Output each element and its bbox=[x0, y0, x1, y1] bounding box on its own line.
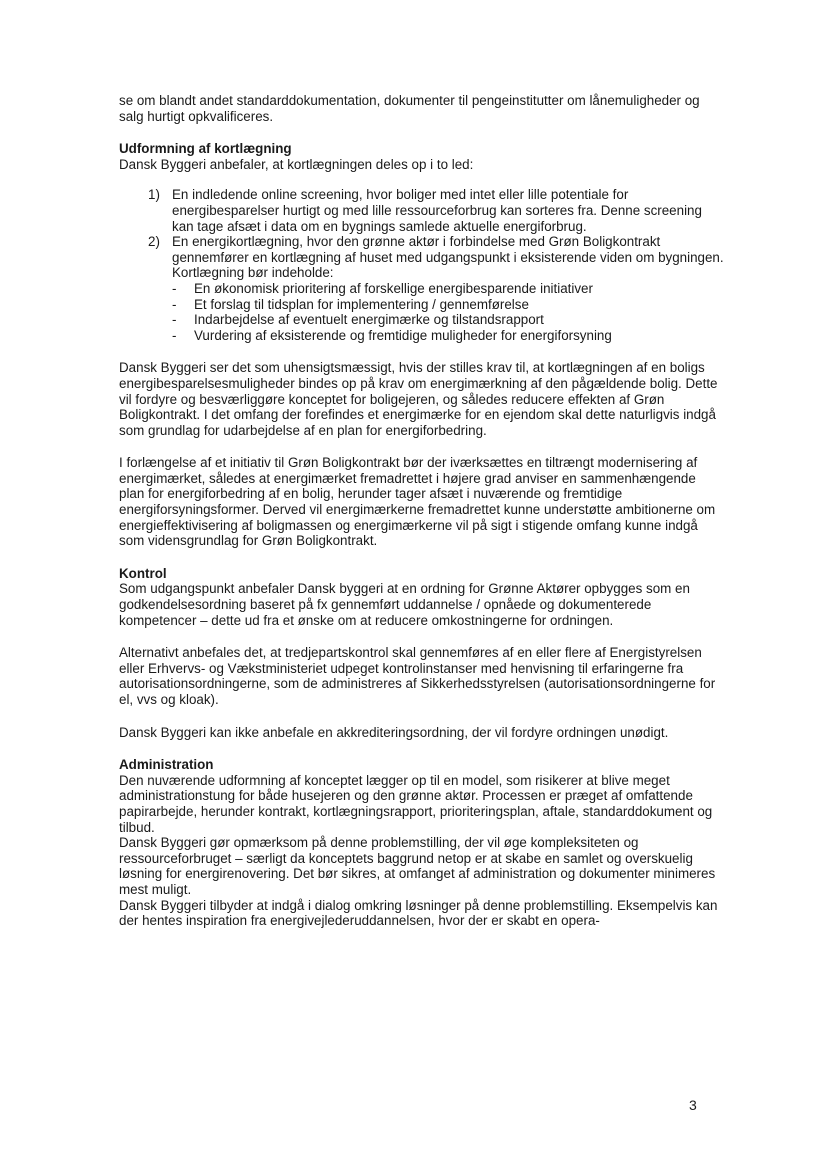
bullet-item: - Et forslag til tidsplan for implementering / gennemførelse bbox=[172, 297, 724, 313]
bullet-item: - Vurdering af eksisterende og fremtidige muligheder for energiforsyning bbox=[172, 328, 724, 344]
paragraph: Dansk Byggeri tilbyder at indgå i dialog omkring løsninger på denne problemstilling. Eksempelvis kan der hentes inspiration fra energivejlederuddannelsen, hvor der er skabt en opera- bbox=[119, 897, 718, 929]
list-number: 2) bbox=[148, 234, 160, 250]
paragraph: Som udgangspunkt anbefaler Dansk byggeri at en ordning for Grønne Aktører opbygges som en godkendelsesordning baseret på fx gennemført uddannelse / opnåede og dokumenterede kompetencer – dette ud fra et ønske om at reducere omkostningerne for ordningen. bbox=[119, 581, 690, 628]
paragraph: Dansk Byggeri kan ikke anbefale en akkrediteringsordning, der vil fordyre ordningen unødigt. bbox=[119, 724, 669, 740]
list-number: 1) bbox=[148, 187, 160, 203]
paragraph: Dansk Byggeri ser det som uhensigtsmæssigt, hvis der stilles krav til, at kortlægningen af en boligs energibesparelsesmuligheder bindes op på krav om energimærkning af den pågældende bolig. Dette vil fordyre og besværliggøre konceptet for boligejeren, og således reducere effekten af Grøn Boligkontrakt. I det omfang der forefindes et energimærke for en ejendom skal dette naturligvis indgå som grundlag for udarbejdelse af en plan for energiforbedring. bbox=[119, 360, 718, 438]
document-body bbox=[119, 93, 724, 929]
list-item bbox=[119, 187, 724, 234]
numbered-list bbox=[119, 187, 724, 343]
section-lead: Dansk Byggeri anbefaler, at kortlægningen deles op i to led: bbox=[119, 156, 474, 172]
section-heading-kortlaegning: Udformning af kortlægning bbox=[119, 141, 292, 157]
bullet-item: - En økonomisk prioritering af forskellige energibesparende initiativer bbox=[172, 281, 724, 297]
section-heading-administration: Administration bbox=[119, 757, 214, 773]
paragraph: Alternativt anbefales det, at tredjepartskontrol skal gennemføres af en eller flere af Energistyrelsen eller Erhvervs- og Vækstministeriet udpeget kontrolinstanser med henvisning til erfaringerne fra autorisationsordningerne, som de administreres af Sikkerhedsstyrelsen (autorisationsordningerne for el, vvs og kloak). bbox=[119, 645, 716, 707]
list-item bbox=[119, 234, 724, 343]
section-heading-kontrol: Kontrol bbox=[119, 565, 167, 581]
paragraph: I forlængelse af et initiativ til Grøn Boligkontrakt bør der iværksættes en tiltrængt modernisering af energimærket, således at energimærket fremadrettet i højere grad anviser en sammenhængende plan for energiforbedring af en bolig, herunder tager afsæt i nuværende og fremtidige energiforsyningsformer. Derved vil energimærkerne fremadrettet kunne understøtte ambitionerne om energieffektivisering af boligmassen og energimærkerne vil på sigt i stigende omfang kunne indgå som vidensgrundlag for Grøn Boligkontrakt. bbox=[119, 455, 716, 549]
list-item-text: En indledende online screening, hvor boliger med intet eller lille potentiale for energibesparelser hurtigt og med lille ressourceforbrug kan sorteres fra. Denne screening kan tage afsæt i data om en bygnings samlede aktuelle energiforbrug. bbox=[172, 187, 702, 234]
page-number: 3 bbox=[689, 1097, 697, 1113]
paragraph: Den nuværende udformning af konceptet lægger op til en model, som risikerer at blive meget administrationstung for både husejeren og den grønne aktør. Processen er præget af omfattende papirarbejde, herunder kontrakt, kortlægningsrapport, prioriteringsplan, aftale, standarddokument og tilbud. bbox=[119, 772, 713, 835]
bullet-item: - Indarbejdelse af eventuelt energimærke og tilstandsrapport bbox=[172, 312, 724, 328]
list-item-text: En energikortlægning, hvor den grønne aktør i forbindelse med Grøn Boligkontrakt gennemfører en kortlægning af huset med udgangspunkt i eksisterende viden om bygningen. Kortlægning bør indeholde: bbox=[172, 234, 724, 281]
paragraph: Dansk Byggeri gør opmærksom på denne problemstilling, der vil øge kompleksiteten og ressourceforbruget – særligt da konceptets baggrund netop er at skabe en samlet og overskuelig løsning for energirenovering. Det bør sikres, at omfanget af administration og dokumenter minimeres mest muligt. bbox=[119, 835, 716, 897]
intro-paragraph: se om blandt andet standarddokumentation, dokumenter til pengeinstitutter om lånemuligheder og salg hurtigt opkvalificeres. bbox=[119, 93, 700, 124]
bullet-list bbox=[172, 281, 724, 343]
